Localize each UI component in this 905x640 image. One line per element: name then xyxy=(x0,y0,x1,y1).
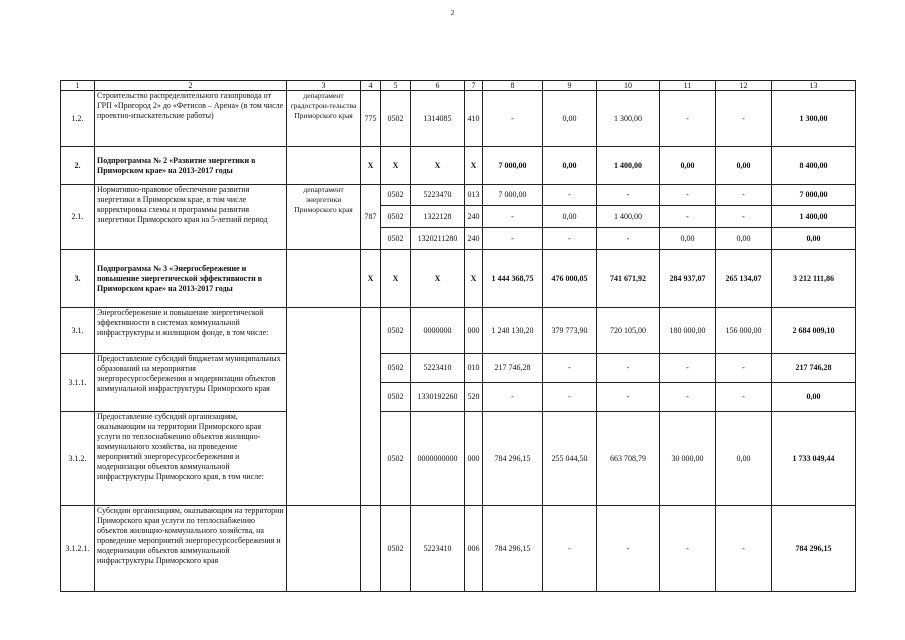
cell-c4 xyxy=(361,308,381,506)
header-cell: 8 xyxy=(483,81,543,91)
cell-c5: 0502 xyxy=(381,412,411,506)
cell-c6: 1314085 xyxy=(411,91,465,147)
cell-c9: 0,00 xyxy=(543,206,597,228)
cell-c10: 1 400,00 xyxy=(597,147,660,185)
cell-c11: - xyxy=(660,354,716,383)
cell-c12: 0,00 xyxy=(716,147,772,185)
cell-c6: 1320211280 xyxy=(411,228,465,250)
cell-c5: X xyxy=(381,250,411,308)
cell-c13: 3 212 111,86 xyxy=(772,250,856,308)
table-row xyxy=(61,354,856,383)
cell-c11: - xyxy=(660,506,716,592)
cell-c11: 180 000,00 xyxy=(660,308,716,354)
cell-c9: - xyxy=(543,354,597,383)
row-number: 2.1. xyxy=(61,185,95,250)
cell-c12: - xyxy=(716,185,772,206)
cell-c13: 217 746,28 xyxy=(772,354,856,383)
cell-c7: X xyxy=(465,250,483,308)
cell-c6: 1322128 xyxy=(411,206,465,228)
cell-c7: 240 xyxy=(465,206,483,228)
cell-c7: 000 xyxy=(465,308,483,354)
cell-c4: X xyxy=(361,147,381,185)
row-number: 3. xyxy=(61,250,95,308)
cell-c12: - xyxy=(716,506,772,592)
cell-c12: 0,00 xyxy=(716,412,772,506)
cell-c8: 217 746,28 xyxy=(483,354,543,383)
row-number: 1.2. xyxy=(61,91,95,147)
cell-c8: 1 444 368,75 xyxy=(483,250,543,308)
row-number: 3.1.1. xyxy=(61,354,95,412)
cell-c10: - xyxy=(597,506,660,592)
table-row xyxy=(61,506,856,592)
cell-c6: 5223470 xyxy=(411,185,465,206)
cell-c9: - xyxy=(543,228,597,250)
cell-c10: - xyxy=(597,185,660,206)
cell-c6: 0000000 xyxy=(411,308,465,354)
row-department xyxy=(287,250,361,308)
cell-c12: - xyxy=(716,91,772,147)
cell-c10: 720 105,00 xyxy=(597,308,660,354)
cell-c10: 1 400,00 xyxy=(597,206,660,228)
cell-c13: 1 400,00 xyxy=(772,206,856,228)
cell-c5: 0502 xyxy=(381,206,411,228)
table-row xyxy=(61,185,856,206)
cell-c11: 30 000,00 xyxy=(660,412,716,506)
row-name: Энергосбережение и повышение энергетической эффективности в системах коммунальной инфраструктуры и жилищном фонде, в том числе: xyxy=(95,308,287,354)
header-cell: 11 xyxy=(660,81,716,91)
cell-c9: 0,00 xyxy=(543,91,597,147)
row-name: Нормативно-правовое обеспечение развития энергетики в Приморском крае, в том числе корректировка схемы и программы развития энергетики Приморского края на 5-летний период xyxy=(95,185,287,250)
cell-c4 xyxy=(361,506,381,592)
cell-c6: X xyxy=(411,250,465,308)
cell-c12: - xyxy=(716,383,772,412)
page-number: 2 xyxy=(450,9,455,17)
row-name: Субсидии организациям, оказывающим на территории Приморского края услуги по теплоснабжению объектов жилищно-коммунального хозяйства, на проведение мероприятий энергоресурсосбережения и модернизации объектов коммунальной инфраструктуры Приморского края xyxy=(95,506,287,592)
cell-c13: 8 400,00 xyxy=(772,147,856,185)
row-number: 3.1.2.1. xyxy=(61,506,95,592)
cell-c12: 265 134,07 xyxy=(716,250,772,308)
cell-c7: X xyxy=(465,147,483,185)
row-department xyxy=(287,308,361,506)
row-number: 3.1. xyxy=(61,308,95,354)
row-department xyxy=(287,506,361,592)
cell-c4: X xyxy=(361,250,381,308)
cell-c9: 0,00 xyxy=(543,147,597,185)
cell-c4: 775 xyxy=(361,91,381,147)
header-cell: 1 xyxy=(61,81,95,91)
cell-c5: 0502 xyxy=(381,506,411,592)
header-cell: 12 xyxy=(716,81,772,91)
cell-c7: 006 xyxy=(465,506,483,592)
row-name: Строительство распределительного газопровода от ГРП «Пригород 2» до «Фетисов – Арена» (в том числе проектно-изыскательские работы) xyxy=(95,91,287,147)
row-name: Предоставление субсидий бюджетам муниципальных образований на мероприятия энергоресурсосбережения и модернизации объектов коммунальной инфраструктуры Приморского края xyxy=(95,354,287,412)
budget-table xyxy=(60,80,856,592)
cell-c8: - xyxy=(483,206,543,228)
cell-c6: 0000000000 xyxy=(411,412,465,506)
cell-c10: 1 300,00 xyxy=(597,91,660,147)
cell-c8: - xyxy=(483,383,543,412)
header-cell: 5 xyxy=(381,81,411,91)
cell-c8: - xyxy=(483,228,543,250)
table-row xyxy=(61,91,856,147)
header-cell: 7 xyxy=(465,81,483,91)
cell-c5: X xyxy=(381,147,411,185)
cell-c12: - xyxy=(716,354,772,383)
cell-c5: 0502 xyxy=(381,91,411,147)
cell-c11: - xyxy=(660,383,716,412)
row-number: 3.1.2. xyxy=(61,412,95,506)
table-row xyxy=(61,412,856,506)
cell-c8: 784 296,15 xyxy=(483,412,543,506)
header-cell: 3 xyxy=(287,81,361,91)
cell-c7: 410 xyxy=(465,91,483,147)
cell-c5: 0502 xyxy=(381,308,411,354)
row-department: департамент энергетики Приморского края xyxy=(287,185,361,250)
cell-c6: 1330192260 xyxy=(411,383,465,412)
table-row xyxy=(61,147,856,185)
cell-c13: 0,00 xyxy=(772,228,856,250)
cell-c13: 784 296,15 xyxy=(772,506,856,592)
cell-c8: 1 248 130,20 xyxy=(483,308,543,354)
cell-c6: 5223410 xyxy=(411,506,465,592)
row-department: департамент градострои-тельства Приморского края xyxy=(287,91,361,147)
header-cell: 13 xyxy=(772,81,856,91)
cell-c7: 240 xyxy=(465,228,483,250)
header-cell: 2 xyxy=(95,81,287,91)
cell-c7: 520 xyxy=(465,383,483,412)
cell-c13: 2 684 009,10 xyxy=(772,308,856,354)
cell-c11: 0,00 xyxy=(660,228,716,250)
cell-c6: 5223410 xyxy=(411,354,465,383)
cell-c11: 284 937,07 xyxy=(660,250,716,308)
cell-c10: - xyxy=(597,354,660,383)
cell-c13: 7 000,00 xyxy=(772,185,856,206)
cell-c7: 010 xyxy=(465,354,483,383)
cell-c9: 255 044,50 xyxy=(543,412,597,506)
header-cell: 10 xyxy=(597,81,660,91)
row-name: Подпрограмма № 3 «Энергосбережение и повышение энергетической эффективности в Приморском крае» на 2013-2017 годы xyxy=(95,250,287,308)
cell-c12: 156 000,00 xyxy=(716,308,772,354)
cell-c5: 0502 xyxy=(381,185,411,206)
cell-c13: 1 300,00 xyxy=(772,91,856,147)
cell-c4: 787 xyxy=(361,185,381,250)
cell-c13: 0,00 xyxy=(772,383,856,412)
cell-c8: - xyxy=(483,91,543,147)
cell-c10: - xyxy=(597,383,660,412)
cell-c8: 7 000,00 xyxy=(483,147,543,185)
cell-c11: 0,00 xyxy=(660,147,716,185)
cell-c9: - xyxy=(543,185,597,206)
cell-c5: 0502 xyxy=(381,383,411,412)
cell-c8: 784 296,15 xyxy=(483,506,543,592)
cell-c9: - xyxy=(543,506,597,592)
cell-c5: 0502 xyxy=(381,228,411,250)
header-cell: 6 xyxy=(411,81,465,91)
cell-c7: 000 xyxy=(465,412,483,506)
cell-c13: 1 733 049,44 xyxy=(772,412,856,506)
cell-c11: - xyxy=(660,185,716,206)
cell-c10: - xyxy=(597,228,660,250)
cell-c9: - xyxy=(543,383,597,412)
cell-c12: - xyxy=(716,206,772,228)
row-name: Подпрограмма № 2 «Развитие энергетики в Приморском крае» на 2013-2017 годы xyxy=(95,147,287,185)
cell-c9: 476 000,05 xyxy=(543,250,597,308)
cell-c10: 663 708,79 xyxy=(597,412,660,506)
table-row xyxy=(61,250,856,308)
header-cell: 9 xyxy=(543,81,597,91)
cell-c11: - xyxy=(660,206,716,228)
header-cell: 4 xyxy=(361,81,381,91)
cell-c5: 0502 xyxy=(381,354,411,383)
cell-c11: - xyxy=(660,91,716,147)
cell-c6: X xyxy=(411,147,465,185)
row-department xyxy=(287,147,361,185)
cell-c9: 379 773,90 xyxy=(543,308,597,354)
cell-c12: 0,00 xyxy=(716,228,772,250)
table-row xyxy=(61,308,856,354)
cell-c10: 741 671,92 xyxy=(597,250,660,308)
table-header-row xyxy=(61,81,856,91)
cell-c7: 013 xyxy=(465,185,483,206)
row-number: 2. xyxy=(61,147,95,185)
cell-c8: 7 000,00 xyxy=(483,185,543,206)
row-name: Предоставление субсидий организациям, оказывающим на территории Приморского края услуги по теплоснабжению объектов жилищно-коммунального хозяйства, на проведение мероприятий энергоресурсосбережения и модернизации объектов коммунальной инфраструктуры Приморского края, в том числе: xyxy=(95,412,287,506)
